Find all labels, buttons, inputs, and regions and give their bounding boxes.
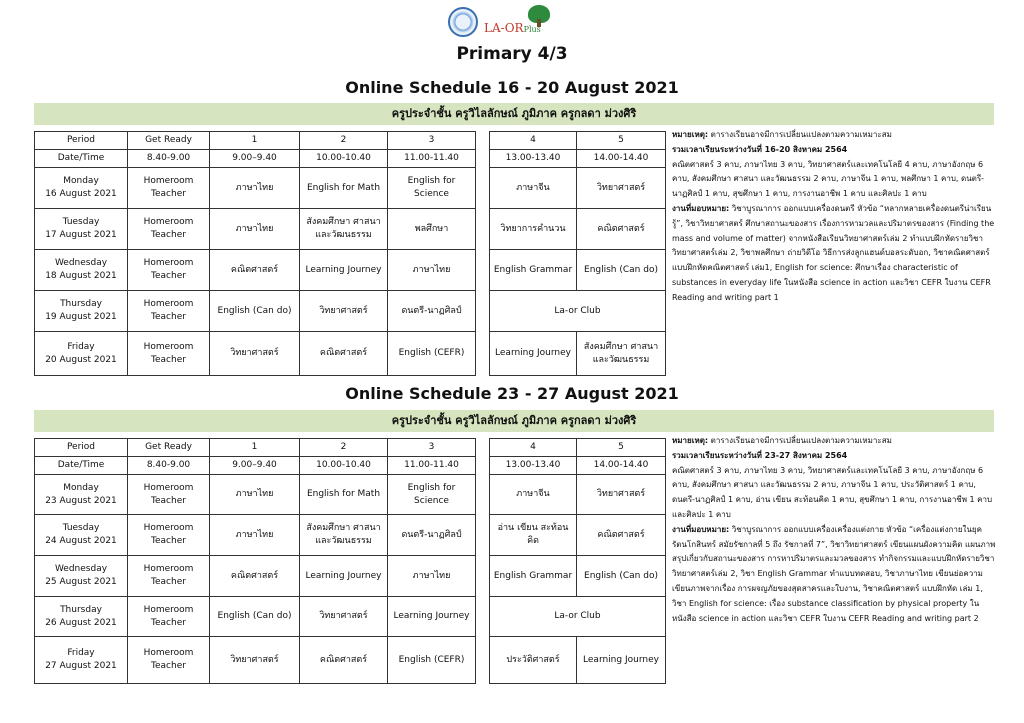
period-3-cell: ดนตรี-นาฏศิลป์	[388, 515, 476, 556]
period-3-cell: Learning Journey	[388, 597, 476, 637]
header-cell: 5	[577, 439, 666, 457]
cell-line: Wednesday	[54, 258, 108, 268]
gap-cell	[476, 209, 490, 250]
day-cell	[35, 332, 128, 376]
homeroom-cell	[128, 209, 210, 250]
teacher-bar-1: ครูประจำชั้น ครูวิไลลักษณ์ ภูมิภาค ครูกลดา ม่วงศิริ	[34, 103, 994, 125]
school-logos	[446, 5, 576, 41]
period-5-cell: วิทยาศาสตร์	[577, 475, 666, 515]
laor-logo-text	[484, 21, 541, 35]
period-5-cell: คณิตศาสตร์	[577, 209, 666, 250]
period-2-cell: สังคมศึกษา ศาสนา และวัฒนธรรม	[300, 515, 388, 556]
period-5-cell: English (Can do)	[577, 556, 666, 597]
cell-line: Wednesday	[54, 564, 108, 574]
homeroom-cell	[128, 250, 210, 291]
period-1-cell: คณิตศาสตร์	[210, 250, 300, 291]
note-paragraph	[672, 128, 998, 143]
time-cell: 14.00-14.40	[577, 457, 666, 475]
homeroom-cell	[128, 556, 210, 597]
cell-line: 26 August 2021	[45, 617, 117, 628]
cell-line: Homeroom	[143, 648, 194, 658]
time-cell: 13.00-13.40	[490, 150, 577, 168]
header-cell: 2	[300, 132, 388, 150]
note-text: ตารางเรียนอาจมีการเปลี่ยนแปลงตามความเหมาะสม	[708, 436, 892, 445]
logo-plus: Plus	[523, 25, 541, 34]
cell-line: Friday	[67, 341, 95, 352]
note-label: รวมเวลาเรียนระหว่างวันที่ 16-20 สิงหาคม 2564	[672, 144, 848, 154]
period-5-cell: English (Can do)	[577, 250, 666, 291]
period-2-cell: Learning Journey	[300, 250, 388, 291]
cell-line: 19 August 2021	[45, 312, 117, 322]
cell-line: 18 August 2021	[45, 271, 117, 281]
table-row	[35, 556, 666, 597]
cell-line: 25 August 2021	[45, 577, 117, 587]
period-4-cell: English Grammar	[490, 556, 577, 597]
note-paragraph	[672, 143, 998, 158]
table-row	[35, 637, 666, 684]
day-cell	[35, 475, 128, 515]
school-seal-icon	[448, 7, 478, 37]
time-cell: 14.00-14.40	[577, 150, 666, 168]
note-paragraph	[672, 523, 998, 627]
period-3-cell: ดนตรี-นาฏศิลป์	[388, 291, 476, 332]
cell-line: Homeroom	[143, 604, 194, 615]
homeroom-cell	[128, 332, 210, 376]
time-cell: 10.00-10.40	[300, 150, 388, 168]
schedule-title-1: Online Schedule 16 - 20 August 2021	[345, 78, 679, 97]
period-2-cell: วิทยาศาสตร์	[300, 597, 388, 637]
cell-line: 17 August 2021	[45, 230, 117, 240]
table-row	[35, 332, 666, 376]
period-5-cell: Learning Journey	[577, 637, 666, 684]
time-cell: 9.00–9.40	[210, 457, 300, 475]
period-1-cell: English (Can do)	[210, 597, 300, 637]
period-5-cell: สังคมศึกษา ศาสนา และวัฒนธรรม	[577, 332, 666, 376]
homeroom-cell	[128, 168, 210, 209]
cell-line: Teacher	[151, 354, 186, 365]
period-1-cell: วิทยาศาสตร์	[210, 637, 300, 684]
time-cell: 10.00-10.40	[300, 457, 388, 475]
cell-line: Tuesday	[62, 217, 100, 227]
note-label: งานที่มอบหมาย:	[672, 203, 730, 213]
period-1-cell: ภาษาไทย	[210, 475, 300, 515]
header-cell: Get Ready	[128, 132, 210, 150]
period-2-cell: วิทยาศาสตร์	[300, 291, 388, 332]
time-cell: Date/Time	[35, 457, 128, 475]
period-1-cell: ภาษาไทย	[210, 209, 300, 250]
day-cell	[35, 556, 128, 597]
cell-line: Tuesday	[62, 523, 100, 533]
period-1-cell: ภาษาไทย	[210, 168, 300, 209]
cell-line: Homeroom	[143, 217, 194, 227]
period-4-cell: ภาษาจีน	[490, 475, 577, 515]
header-cell: 2	[300, 439, 388, 457]
note-paragraph	[672, 449, 998, 464]
period-5-cell: วิทยาศาสตร์	[577, 168, 666, 209]
cell-line: Friday	[67, 648, 95, 658]
table-row	[35, 291, 666, 332]
gap-cell	[476, 515, 490, 556]
cell-line: Homeroom	[143, 523, 194, 533]
cell-line: Monday	[63, 482, 99, 493]
cell-line: Thursday	[60, 299, 102, 309]
homeroom-cell	[128, 291, 210, 332]
day-cell	[35, 291, 128, 332]
period-2-cell: คณิตศาสตร์	[300, 637, 388, 684]
cell-line: Homeroom	[143, 341, 194, 352]
homeroom-cell	[128, 597, 210, 637]
cell-line: Teacher	[151, 536, 186, 546]
header-cell: Period	[35, 439, 128, 457]
schedule-title-2: Online Schedule 23 - 27 August 2021	[345, 384, 679, 403]
header-cell: 4	[490, 132, 577, 150]
time-cell: 11.00-11.40	[388, 150, 476, 168]
gap-cell	[476, 168, 490, 209]
time-cell: 8.40-9.00	[128, 457, 210, 475]
period-2-cell: คณิตศาสตร์	[300, 332, 388, 376]
cell-line: Teacher	[151, 577, 186, 587]
time-cell: Date/Time	[35, 150, 128, 168]
time-cell: 8.40-9.00	[128, 150, 210, 168]
note-text: วิชาบูรณาการ ออกแบบเครื่องเครื่องแต่งกาย หัวข้อ “เครื่องแต่งกายในยุครัตนโกสินทร์ สมัยรัชกาลที่ 5 ถึง รัชกาลที่ 7”, วิชาวิทยาศาสตร์ เขียนแผนผังความคิด แผนภาพสรุปเกี่ยวกับสถานะของสาร การหาปริมาตรและมวลของสาร ทำกิจกรรมและแบบฝึกหัดรายวิชาวิทยาศาสตร์เล่ม 2, วิชา English Grammar ทำแบบทดสอบ, วิชาภาษาไทย เขียนย่อความ เขียนภาพจากเรื่อง การผจญภัยของสุดสาครและใบงาน, วิชาคณิตศาสตร์ แบบฝึกหัด เล่ม 1, วิชา English for science: เรื่อง substance classification by physical property ในหนังสือ science in action และวิชา CEFR ใบงาน CEFR Reading and writing part 2	[672, 524, 996, 623]
day-cell	[35, 515, 128, 556]
day-cell	[35, 250, 128, 291]
gap-cell	[476, 150, 490, 168]
header-row	[35, 439, 666, 457]
period-1-cell: English (Can do)	[210, 291, 300, 332]
day-cell	[35, 209, 128, 250]
header-cell: 1	[210, 132, 300, 150]
note-paragraph	[672, 464, 998, 523]
period-1-cell: ภาษาไทย	[210, 515, 300, 556]
club-cell: La-or Club	[490, 597, 666, 637]
period-4-cell: Learning Journey	[490, 332, 577, 376]
gap-cell	[476, 132, 490, 150]
note-text: ตารางเรียนอาจมีการเปลี่ยนแปลงตามความเหมาะสม	[708, 130, 892, 139]
teacher-bar-2: ครูประจำชั้น ครูวิไลลักษณ์ ภูมิภาค ครูกลดา ม่วงศิริ	[34, 410, 994, 432]
period-2-cell: English for Math	[300, 168, 388, 209]
cell-line: Homeroom	[143, 564, 194, 574]
period-1-cell: คณิตศาสตร์	[210, 556, 300, 597]
schedule-notes-2	[672, 434, 998, 626]
note-paragraph	[672, 158, 998, 202]
schedule-table-2	[34, 438, 666, 684]
period-2-cell: English for Math	[300, 475, 388, 515]
period-4-cell: อ่าน เขียน สะท้อนคิด	[490, 515, 577, 556]
day-cell	[35, 168, 128, 209]
table-row	[35, 250, 666, 291]
cell-line: Monday	[63, 176, 99, 186]
header-cell: 3	[388, 439, 476, 457]
time-row	[35, 457, 666, 475]
header-cell: 4	[490, 439, 577, 457]
gap-cell	[476, 250, 490, 291]
schedule-notes-1	[672, 128, 998, 306]
period-3-cell: English for Science	[388, 475, 476, 515]
note-label: งานที่มอบหมาย:	[672, 524, 730, 534]
cell-line: Homeroom	[143, 176, 194, 186]
table-row	[35, 168, 666, 209]
header-cell: 3	[388, 132, 476, 150]
header-cell: Get Ready	[128, 439, 210, 457]
header-cell: 5	[577, 132, 666, 150]
period-3-cell: English for Science	[388, 168, 476, 209]
cell-line: 20 August 2021	[45, 354, 117, 365]
day-cell	[35, 597, 128, 637]
club-cell: La-or Club	[490, 291, 666, 332]
cell-line: 23 August 2021	[45, 495, 117, 506]
time-row	[35, 150, 666, 168]
note-label: หมายเหตุ:	[672, 130, 709, 139]
cell-line: Teacher	[151, 189, 186, 199]
note-label: หมายเหตุ:	[672, 436, 709, 445]
period-3-cell: English (CEFR)	[388, 332, 476, 376]
note-text: คณิตศาสตร์ 3 คาบ, ภาษาไทย 3 คาบ, วิทยาศาสตร์และเทคโนโลยี 3 คาบ, ภาษาอังกฤษ 6 คาบ, สังคมศึกษา ศาสนา และวัฒนธรรม 2 คาบ, ภาษาจีน 1 คาบ, ประวัติศาสตร์ 1 คาบ, ดนตรี-นาฏศิลป์ 1 คาบ, อ่าน เขียน สะท้อนคิด 1 คาบ, สุขศึกษา 1 คาบ, การงานอาชีพ 1 คาบ และศิลปะ 1 คาบ	[672, 465, 993, 519]
table-row	[35, 475, 666, 515]
day-cell	[35, 637, 128, 684]
cell-line: 27 August 2021	[45, 661, 117, 671]
time-cell: 9.00–9.40	[210, 150, 300, 168]
homeroom-cell	[128, 515, 210, 556]
cell-line: Teacher	[151, 312, 186, 322]
cell-line: Teacher	[151, 661, 186, 671]
period-4-cell: ประวัติศาสตร์	[490, 637, 577, 684]
cell-line: Teacher	[151, 617, 186, 628]
cell-line: Homeroom	[143, 258, 194, 268]
schedule-table-1	[34, 131, 666, 376]
period-2-cell: สังคมศึกษา ศาสนา และวัฒนธรรม	[300, 209, 388, 250]
period-4-cell: English Grammar	[490, 250, 577, 291]
period-3-cell: ภาษาไทย	[388, 250, 476, 291]
table-row	[35, 597, 666, 637]
period-2-cell: Learning Journey	[300, 556, 388, 597]
cell-line: Homeroom	[143, 299, 194, 309]
gap-cell	[476, 556, 490, 597]
header-cell: Period	[35, 132, 128, 150]
note-text: วิชาบูรณาการ ออกแบบเครื่องดนตรี หัวข้อ “หลากหลายเครื่องดนตรีน่าเรียนรู้”, วิชาวิทยาศาสตร์ ศึกษาสถานะของสาร เรื่องการหามวลและปริมาตรของสาร (Finding the mass and volume of matter) จากหนังสือเรียนวิทยาศาสตร์เล่ม 2 ทำแบบฝึกหัดรายวิชาวิทยาศาสตร์เล่ม 2, วิชาพลศึกษา ถ่ายวิดีโอ วิธีการส่งลูกแฮนด์บอลระดับอก, วิชาคณิตศาสตร์ แบบฝึกหัดคณิตศาสตร์ เล่ม1, English for science: ศึกษาเรื่อง characteristic of substances in everyday life ในหนังสือ science in action และวิชา CEFR ใบงาน CEFR Reading and writing part 1	[672, 203, 995, 302]
note-label: รวมเวลาเรียนระหว่างวันที่ 23-27 สิงหาคม 2564	[672, 450, 848, 460]
note-paragraph	[672, 202, 998, 306]
period-3-cell: พลศึกษา	[388, 209, 476, 250]
period-4-cell: ภาษาจีน	[490, 168, 577, 209]
period-1-cell: วิทยาศาสตร์	[210, 332, 300, 376]
table-row	[35, 209, 666, 250]
time-cell: 13.00-13.40	[490, 457, 577, 475]
gap-cell	[476, 291, 490, 332]
note-text: คณิตศาสตร์ 3 คาบ, ภาษาไทย 3 คาบ, วิทยาศาสตร์และเทคโนโลยี 4 คาบ, ภาษาอังกฤษ 6 คาบ, สังคมศึกษา ศาสนา และวัฒนธรรม 2 คาบ, ภาษาจีน 1 คาบ, พลศึกษา 1 คาบ, ดนตรี-นาฏศิลป์ 1 คาบ, สุขศึกษา 1 คาบ, การงานอาชีพ 1 คาบ และศิลปะ 1 คาบ	[672, 159, 985, 199]
time-cell: 11.00-11.40	[388, 457, 476, 475]
header-cell: 1	[210, 439, 300, 457]
period-5-cell: คณิตศาสตร์	[577, 515, 666, 556]
homeroom-cell	[128, 475, 210, 515]
cell-line: Teacher	[151, 230, 186, 240]
gap-cell	[476, 439, 490, 457]
gap-cell	[476, 332, 490, 376]
cell-line: Thursday	[60, 604, 102, 615]
header-row	[35, 132, 666, 150]
gap-cell	[476, 637, 490, 684]
cell-line: 16 August 2021	[45, 189, 117, 199]
period-3-cell: ภาษาไทย	[388, 556, 476, 597]
gap-cell	[476, 597, 490, 637]
page-title: Primary 4/3	[456, 44, 568, 64]
table-row	[35, 515, 666, 556]
cell-line: Homeroom	[143, 482, 194, 493]
cell-line: Teacher	[151, 271, 186, 281]
note-paragraph	[672, 434, 998, 449]
cell-line: 24 August 2021	[45, 536, 117, 546]
period-4-cell: วิทยาการคำนวน	[490, 209, 577, 250]
gap-cell	[476, 457, 490, 475]
cell-line: Teacher	[151, 495, 186, 506]
logo-name: LA-OR	[484, 21, 524, 35]
period-3-cell: English (CEFR)	[388, 637, 476, 684]
homeroom-cell	[128, 637, 210, 684]
gap-cell	[476, 475, 490, 515]
